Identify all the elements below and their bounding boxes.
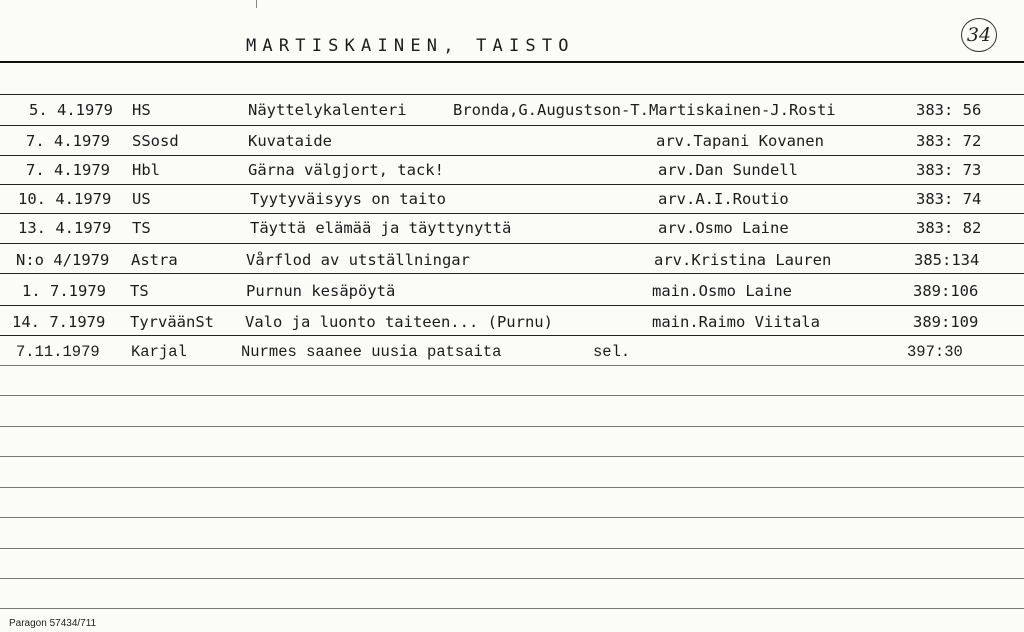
entry-title: Vårflod av utställningar	[246, 251, 470, 269]
ruled-line	[0, 125, 1024, 126]
ruled-line	[0, 487, 1024, 488]
ruled-line	[0, 273, 1024, 274]
entry-title: Näyttelykalenteri	[248, 101, 407, 119]
ruled-line	[0, 456, 1024, 457]
entry-source: US	[132, 190, 151, 208]
entry-row	[0, 282, 1024, 306]
ruled-line	[0, 608, 1024, 609]
ruled-line	[0, 335, 1024, 336]
ruled-line	[0, 578, 1024, 579]
page-number-circle: 34	[961, 18, 997, 52]
card-title: MARTISKAINEN, TAISTO	[246, 36, 575, 56]
entry-author: main.Raimo Viitala	[652, 313, 820, 331]
entry-date: 7.11.1979	[16, 343, 100, 361]
entry-source: TyrväänSt	[130, 313, 214, 331]
ruled-line	[0, 213, 1024, 214]
entry-title: Nurmes saanee uusia patsaita	[241, 343, 502, 361]
entry-author: arv.Dan Sundell	[658, 161, 798, 179]
entry-date: N:o 4/1979	[16, 251, 110, 269]
entry-author: Bronda,G.Augustson-T.Martiskainen-J.Rosti	[453, 101, 836, 119]
entry-title: Purnun kesäpöytä	[246, 282, 396, 300]
entry-author: arv.Tapani Kovanen	[656, 132, 824, 150]
ruled-line	[0, 94, 1024, 95]
entry-ref: 383: 73	[916, 161, 982, 179]
entry-date: 7. 4.1979	[26, 161, 110, 179]
ruled-line	[0, 243, 1024, 244]
entry-row	[0, 343, 1024, 367]
entry-author: arv.A.I.Routio	[658, 190, 789, 208]
entry-author: sel.	[593, 343, 631, 361]
entry-source: Astra	[131, 251, 178, 269]
entry-ref: 383: 72	[916, 132, 982, 150]
entry-title: Tyytyväisyys on taito	[250, 190, 446, 208]
entry-source: SSosd	[132, 132, 179, 150]
header-rule	[0, 61, 1024, 63]
entry-row	[0, 251, 1024, 275]
entry-title: Kuvataide	[248, 132, 332, 150]
entry-source: HS	[132, 101, 151, 119]
entry-source: TS	[132, 219, 151, 237]
entry-date: 1. 7.1979	[22, 282, 106, 300]
entry-author: arv.Osmo Laine	[658, 219, 789, 237]
ruled-line	[0, 517, 1024, 518]
entry-date: 14. 7.1979	[12, 313, 106, 331]
entry-row	[0, 219, 1024, 243]
entry-source: TS	[130, 282, 149, 300]
entry-date: 13. 4.1979	[18, 219, 112, 237]
entry-row	[0, 161, 1024, 185]
entry-ref: 383: 82	[916, 219, 982, 237]
entry-title: Täyttä elämää ja täyttynyttä	[250, 219, 512, 237]
entry-source: Karjal	[131, 343, 187, 361]
ruled-line	[0, 305, 1024, 306]
entry-ref: 385:134	[914, 251, 980, 269]
ruled-line	[0, 155, 1024, 156]
entry-row	[0, 101, 1024, 125]
entry-row	[0, 132, 1024, 156]
entry-row	[0, 313, 1024, 337]
entry-date: 7. 4.1979	[26, 132, 110, 150]
ruled-line	[0, 548, 1024, 549]
entry-author: main.Osmo Laine	[652, 282, 792, 300]
entry-ref: 383: 74	[916, 190, 982, 208]
entry-ref: 389:109	[913, 313, 979, 331]
entry-ref: 389:106	[913, 282, 979, 300]
ruled-line	[0, 365, 1024, 366]
entry-title: Gärna välgjort, tack!	[248, 161, 444, 179]
entry-title: Valo ja luonto taiteen... (Purnu)	[245, 313, 553, 331]
entry-ref: 383: 56	[916, 101, 982, 119]
entry-date: 5. 4.1979	[29, 101, 113, 119]
top-tick-mark	[256, 0, 257, 8]
card-footer: Paragon 57434/711	[9, 618, 97, 629]
entry-source: Hbl	[132, 161, 160, 179]
ruled-line	[0, 395, 1024, 396]
ruled-line	[0, 184, 1024, 185]
entry-ref: 397:30	[907, 343, 963, 361]
entry-date: 10. 4.1979	[18, 190, 112, 208]
ruled-line	[0, 426, 1024, 427]
entry-row	[0, 190, 1024, 214]
entry-author: arv.Kristina Lauren	[654, 251, 832, 269]
